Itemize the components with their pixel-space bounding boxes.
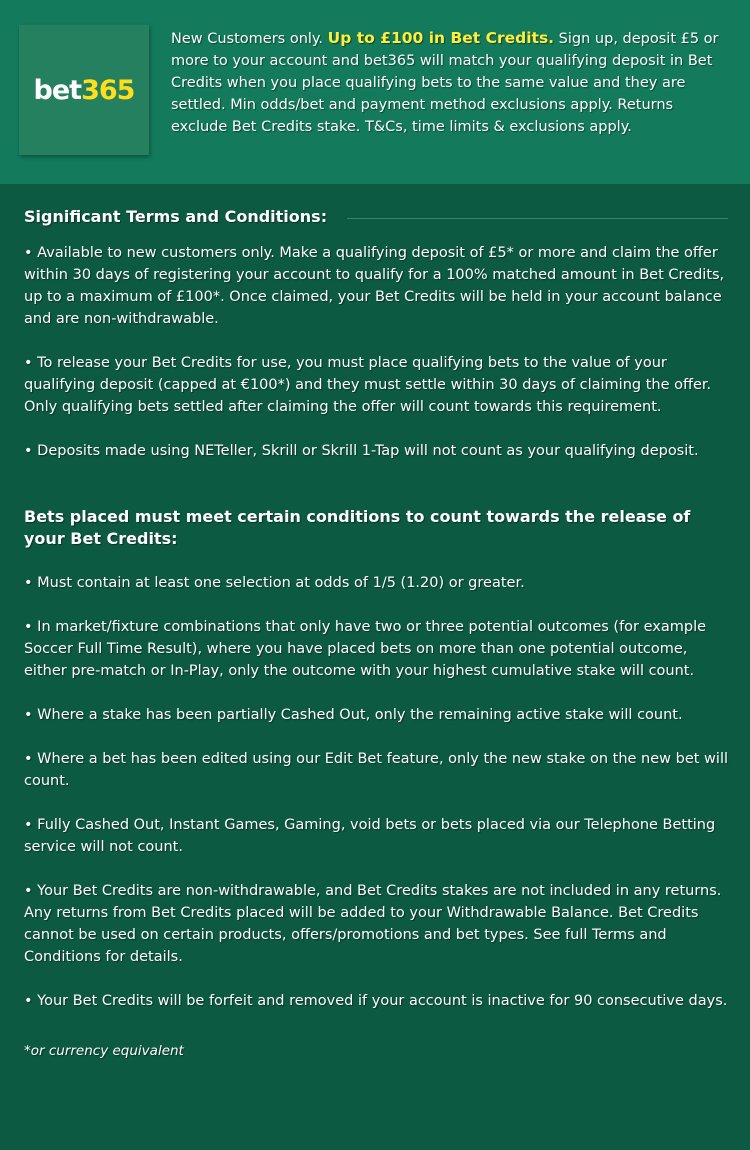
condition-item: • Must contain at least one selection at odds of 1/5 (1.20) or greater. [24, 575, 525, 591]
heading-divider [347, 218, 728, 219]
condition-item: • Fully Cashed Out, Instant Games, Gaming, void bets or bets placed via our Telephone Betting service will not count. [24, 817, 716, 855]
terms-item: • Deposits made using NETeller, Skrill or Skrill 1-Tap will not count as your qualifying deposit. [24, 443, 699, 459]
condition-item: • Your Bet Credits will be forfeit and removed if your account is inactive for 90 consecutive days. [24, 993, 728, 1009]
terms-item: • Available to new customers only. Make a qualifying deposit of £5* or more and claim the offer within 30 days of registering your account to qualify for a 100% matched amount in Bet Credits, up to a maximum of £100*. Once claimed, your Bet Credits will be held in your account balance and are non-withdrawable. [24, 245, 725, 327]
offer-header [0, 0, 750, 184]
terms-content [0, 184, 750, 1062]
promo-highlight: Up to £100 in Bet Credits. [327, 29, 555, 47]
footnote: *or currency equivalent [24, 1043, 184, 1059]
promo-text [171, 27, 731, 138]
terms-item: • To release your Bet Credits for use, you must place qualifying bets to the value of your qualifying deposit (capped at €100*) and they must settle within 30 days of claiming the offer. Only qualifying bets settled after claiming the offer will count towards this requirement. [24, 355, 712, 415]
bet365-logo [19, 25, 149, 155]
conditions-heading: Bets placed must meet certain conditions to count towards the release of your Bet Credits: [24, 507, 691, 548]
condition-item: • In market/fixture combinations that only have two or three potential outcomes (for example Soccer Full Time Result), where you have placed bets on more than one potential outcome, either pre-match or In-Play, only the outcome with your highest cumulative stake will count. [24, 619, 707, 679]
terms-heading: Significant Terms and Conditions: [24, 207, 328, 226]
promo-lead: New Customers only. [171, 31, 328, 47]
condition-item: • Where a stake has been partially Cashed Out, only the remaining active stake will count. [24, 707, 683, 723]
condition-item: • Your Bet Credits are non-withdrawable, and Bet Credits stakes are not included in any returns. Any returns from Bet Credits placed will be added to your Withdrawable Balance. Bet Credits cannot be used on certain products, offers/promotions and bet types. See full Terms and Conditions for details. [24, 883, 722, 965]
condition-item: • Where a bet has been edited using our Edit Bet feature, only the new stake on the new bet will count. [24, 751, 729, 789]
promo-body: Sign up, deposit £5 or more to your account and bet365 will match your qualifying deposit in Bet Credits when you place qualifying bets to the same value and they are settled. Min odds/bet and payment method exclusions apply. Returns exclude Bet Credits stake. T&Cs, time limits & exclusions apply. [171, 31, 719, 135]
logo-text-365: 365 [81, 74, 135, 106]
logo-text-bet: bet [33, 74, 82, 106]
terms-section-header [24, 206, 728, 228]
